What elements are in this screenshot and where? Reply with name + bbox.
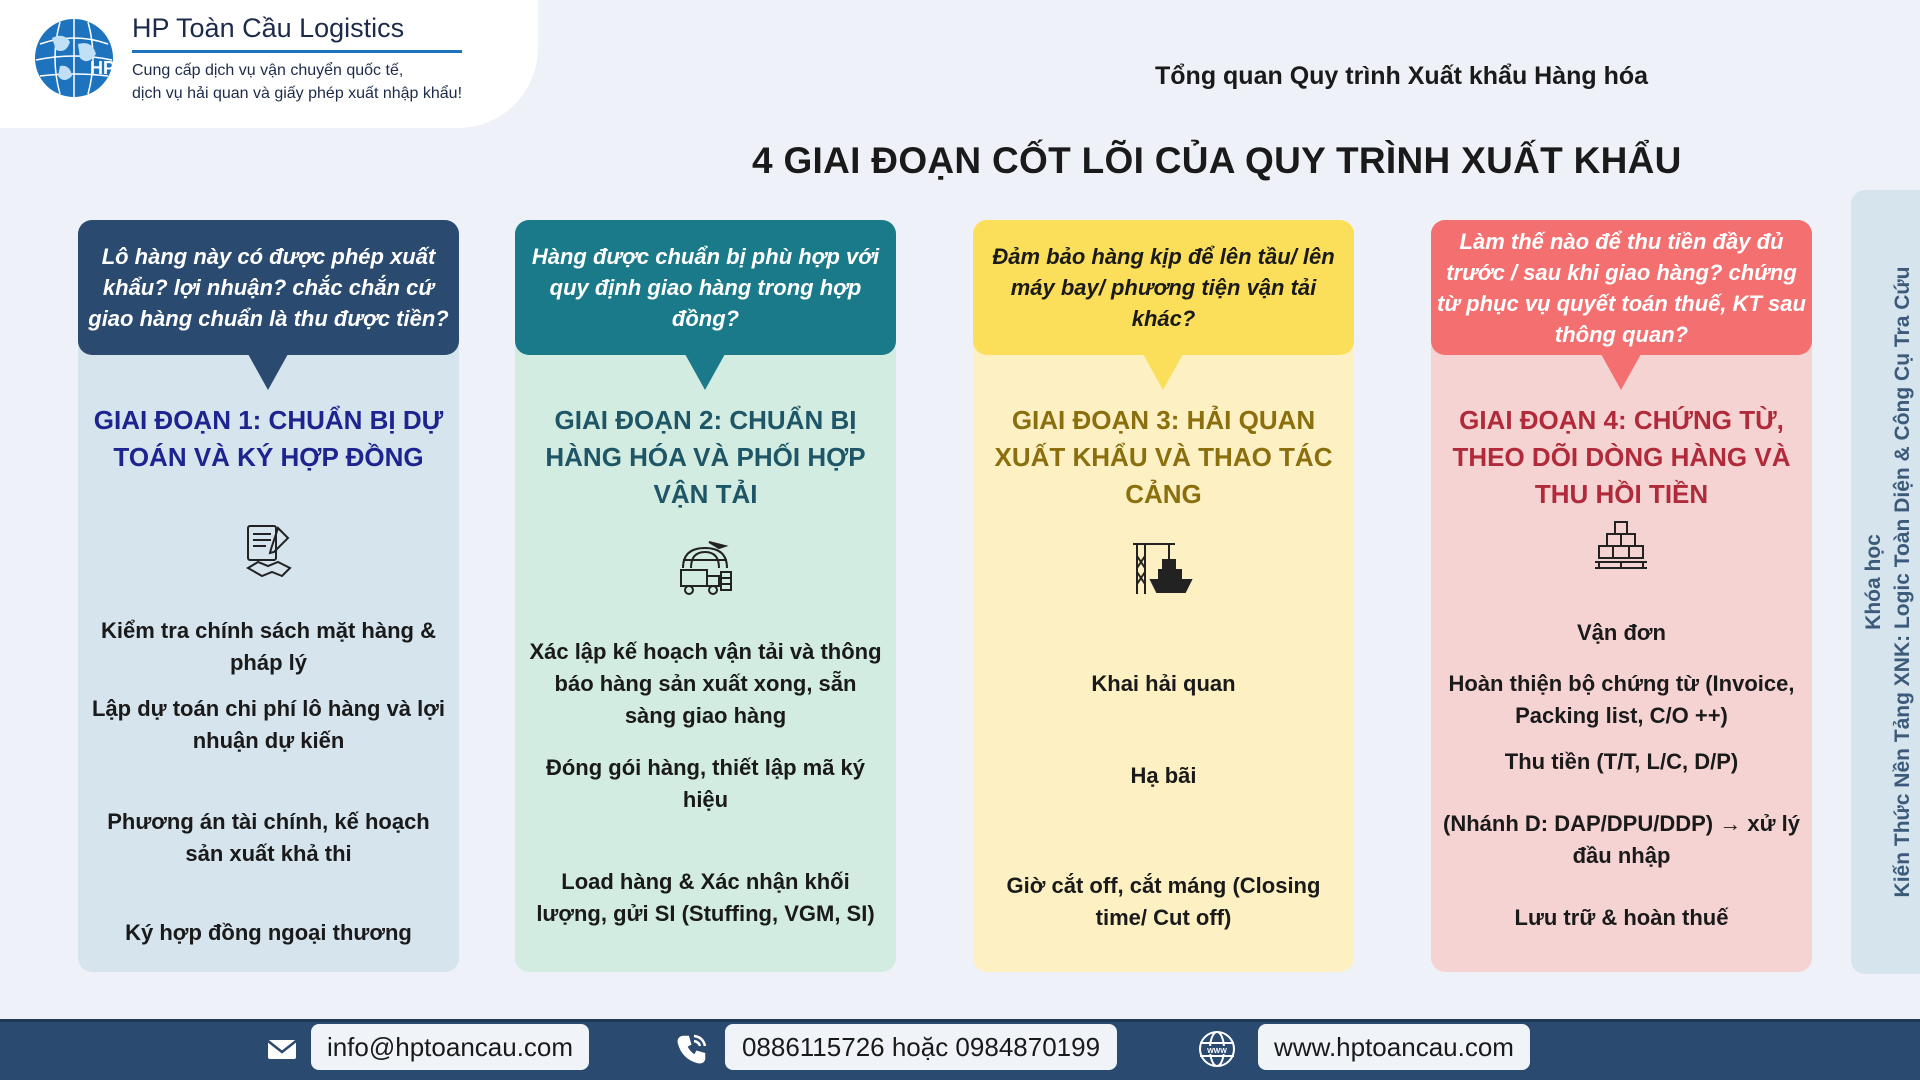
bubble-tail bbox=[248, 354, 288, 390]
globe-www-icon bbox=[1197, 1029, 1237, 1069]
tagline-line-1: Cung cấp dịch vụ vận chuyển quốc tế, bbox=[132, 62, 404, 79]
brand-name: HP Toàn Cầu Logistics bbox=[132, 13, 405, 43]
stage-title: GIAI ĐOẠN 3: HẢI QUAN XUẤT KHẨU VÀ THAO TÁC CẢNG bbox=[994, 405, 1333, 509]
stage-question: Đảm bảo hàng kịp để lên tầu/ lên máy bay/ phương tiện vận tải khác? bbox=[973, 220, 1354, 355]
stage-item: Load hàng & Xác nhận khối lượng, gửi SI (Stuffing, VGM, SI) bbox=[536, 869, 875, 926]
stage-item: Hoàn thiện bộ chứng từ (Invoice, Packing list, C/O ++) bbox=[1448, 671, 1795, 728]
side-line-2: Kiến Thức Nền Tảng XNK: Logic Toàn Diện & Công Cụ Tra Cứu bbox=[1891, 266, 1914, 898]
stage-item: Ký hợp đồng ngoại thương bbox=[125, 920, 412, 945]
stage-question: Hàng được chuẩn bị phù hợp với quy định giao hàng trong hợp đồng? bbox=[515, 220, 896, 355]
globe-logo-icon bbox=[30, 14, 118, 102]
stage-item: Lưu trữ & hoàn thuế bbox=[1514, 905, 1729, 930]
contract-handshake-icon bbox=[238, 520, 298, 582]
stage-card-4 bbox=[1431, 220, 1812, 972]
stage-question: Làm thế nào để thu tiền đầy đủ trước / sau khi giao hàng? chứng từ phục vụ quyết toán thuế, KT sau thông quan? bbox=[1431, 220, 1812, 355]
stage-item: (Nhánh D: DAP/DPU/DDP) → xử lý đầu nhập bbox=[1443, 811, 1800, 868]
brand-divider bbox=[132, 50, 462, 53]
stage-item: Hạ bãi bbox=[1130, 763, 1197, 788]
stage-card-3 bbox=[973, 220, 1354, 972]
svg-text:WWW: WWW bbox=[1207, 1048, 1227, 1055]
port-crane-ship-icon bbox=[1129, 532, 1195, 598]
page-title: 4 GIAI ĐOẠN CỐT LÕI CỦA QUY TRÌNH XUẤT KHẨU bbox=[752, 140, 1682, 181]
brand-tagline bbox=[132, 59, 532, 105]
stage-item: Lập dự toán chi phí lô hàng và lợi nhuận dự kiến bbox=[91, 696, 446, 753]
stage-card-1 bbox=[78, 220, 459, 972]
logo-mark-text: HP bbox=[90, 58, 116, 78]
stage-title: GIAI ĐOẠN 2: CHUẨN BỊ HÀNG HÓA VÀ PHỐI HỢP VẬN TẢI bbox=[545, 405, 866, 509]
stage-item: Thu tiền (T/T, L/C, D/P) bbox=[1504, 749, 1739, 774]
stage-item: Kiểm tra chính sách mặt hàng & pháp lý bbox=[101, 618, 436, 675]
stage-item: Vận đơn bbox=[1577, 620, 1666, 645]
stage-item: Đóng gói hàng, thiết lập mã ký hiệu bbox=[545, 755, 866, 812]
global-transport-icon bbox=[675, 538, 735, 600]
stage-item: Phương án tài chính, kế hoạch sản xuất khả thi bbox=[107, 809, 430, 866]
side-line-1: Khóa học bbox=[1862, 534, 1885, 630]
bubble-tail bbox=[1601, 354, 1641, 390]
phone-link[interactable]: 0886115726 hoặc 0984870199 bbox=[725, 1024, 1117, 1070]
stage-title: GIAI ĐOẠN 1: CHUẨN BỊ DỰ TOÁN VÀ KÝ HỢP ĐỒNG bbox=[93, 405, 444, 472]
stage-item: Khai hải quan bbox=[1091, 671, 1236, 696]
brand-header bbox=[0, 0, 538, 128]
email-link[interactable]: info@hptoancau.com bbox=[311, 1024, 589, 1070]
stage-card-2 bbox=[515, 220, 896, 972]
stacked-boxes-pallet-icon bbox=[1591, 518, 1651, 580]
phone-icon bbox=[675, 1032, 709, 1066]
stage-title: GIAI ĐOẠN 4: CHỨNG TỪ, THEO DÕI DÒNG HÀNG VÀ THU HỒI TIỀN bbox=[1452, 405, 1791, 509]
course-side-label bbox=[1859, 202, 1917, 962]
bubble-tail bbox=[685, 354, 725, 390]
mail-icon bbox=[265, 1032, 299, 1066]
page-subtitle: Tổng quan Quy trình Xuất khẩu Hàng hóa bbox=[1155, 62, 1649, 90]
tagline-line-2: dịch vụ hải quan và giấy phép xuất nhập khẩu! bbox=[132, 85, 463, 102]
stage-item: Xác lập kế hoạch vận tải và thông báo hàng sản xuất xong, sẵn sàng giao hàng bbox=[529, 639, 882, 728]
bubble-tail bbox=[1143, 354, 1183, 390]
stage-question: Lô hàng này có được phép xuất khẩu? lợi nhuận? chắc chắn cứ giao hàng chuẩn là thu được tiền? bbox=[78, 220, 459, 355]
website-link[interactable]: www.hptoancau.com bbox=[1258, 1024, 1530, 1070]
stage-item: Giờ cắt off, cắt máng (Closing time/ Cut off) bbox=[1006, 873, 1321, 930]
